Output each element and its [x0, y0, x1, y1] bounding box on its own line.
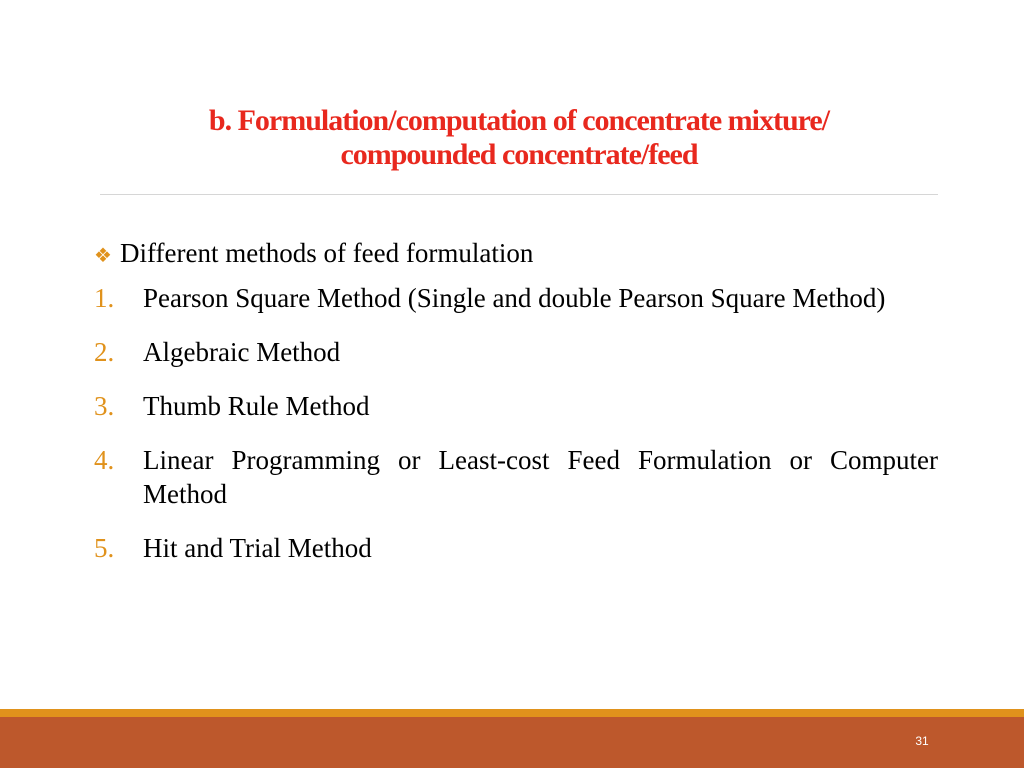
list-item	[94, 443, 938, 511]
methods-list	[94, 281, 938, 565]
list-item-number: 1.	[94, 283, 115, 313]
intro-bullet	[94, 236, 938, 273]
slide-title	[100, 104, 938, 172]
list-item-number: 2.	[94, 337, 115, 367]
list-item-text: Thumb Rule Method	[143, 391, 370, 421]
title-divider	[100, 194, 938, 195]
list-item-number: 4.	[94, 445, 115, 475]
slide-content	[94, 236, 938, 585]
diamond-bullet-icon: ❖	[94, 245, 112, 267]
list-item-text: Algebraic Method	[143, 337, 341, 367]
slide-title-line-1: b. Formulation/computation of concentrate mixture/	[208, 104, 830, 137]
slide-title-line-2: compounded concentrate/feed	[340, 138, 698, 171]
list-item	[94, 531, 938, 565]
list-item-text: Hit and Trial Method	[143, 533, 372, 563]
list-item-number: 3.	[94, 391, 115, 421]
list-item	[94, 335, 938, 369]
list-item	[94, 281, 938, 315]
page-number: 31	[915, 734, 929, 748]
list-item	[94, 389, 938, 423]
list-item-text: Pearson Square Method (Single and double Pearson Square Method)	[143, 283, 886, 313]
footer-accent-strip	[0, 709, 1024, 717]
list-item-text: Linear Programming or Least-cost Feed Formulation or Computer Method	[143, 445, 938, 509]
list-item-number: 5.	[94, 533, 115, 563]
intro-bullet-text: Different methods of feed formulation	[120, 238, 534, 268]
footer-bar	[0, 717, 1024, 768]
